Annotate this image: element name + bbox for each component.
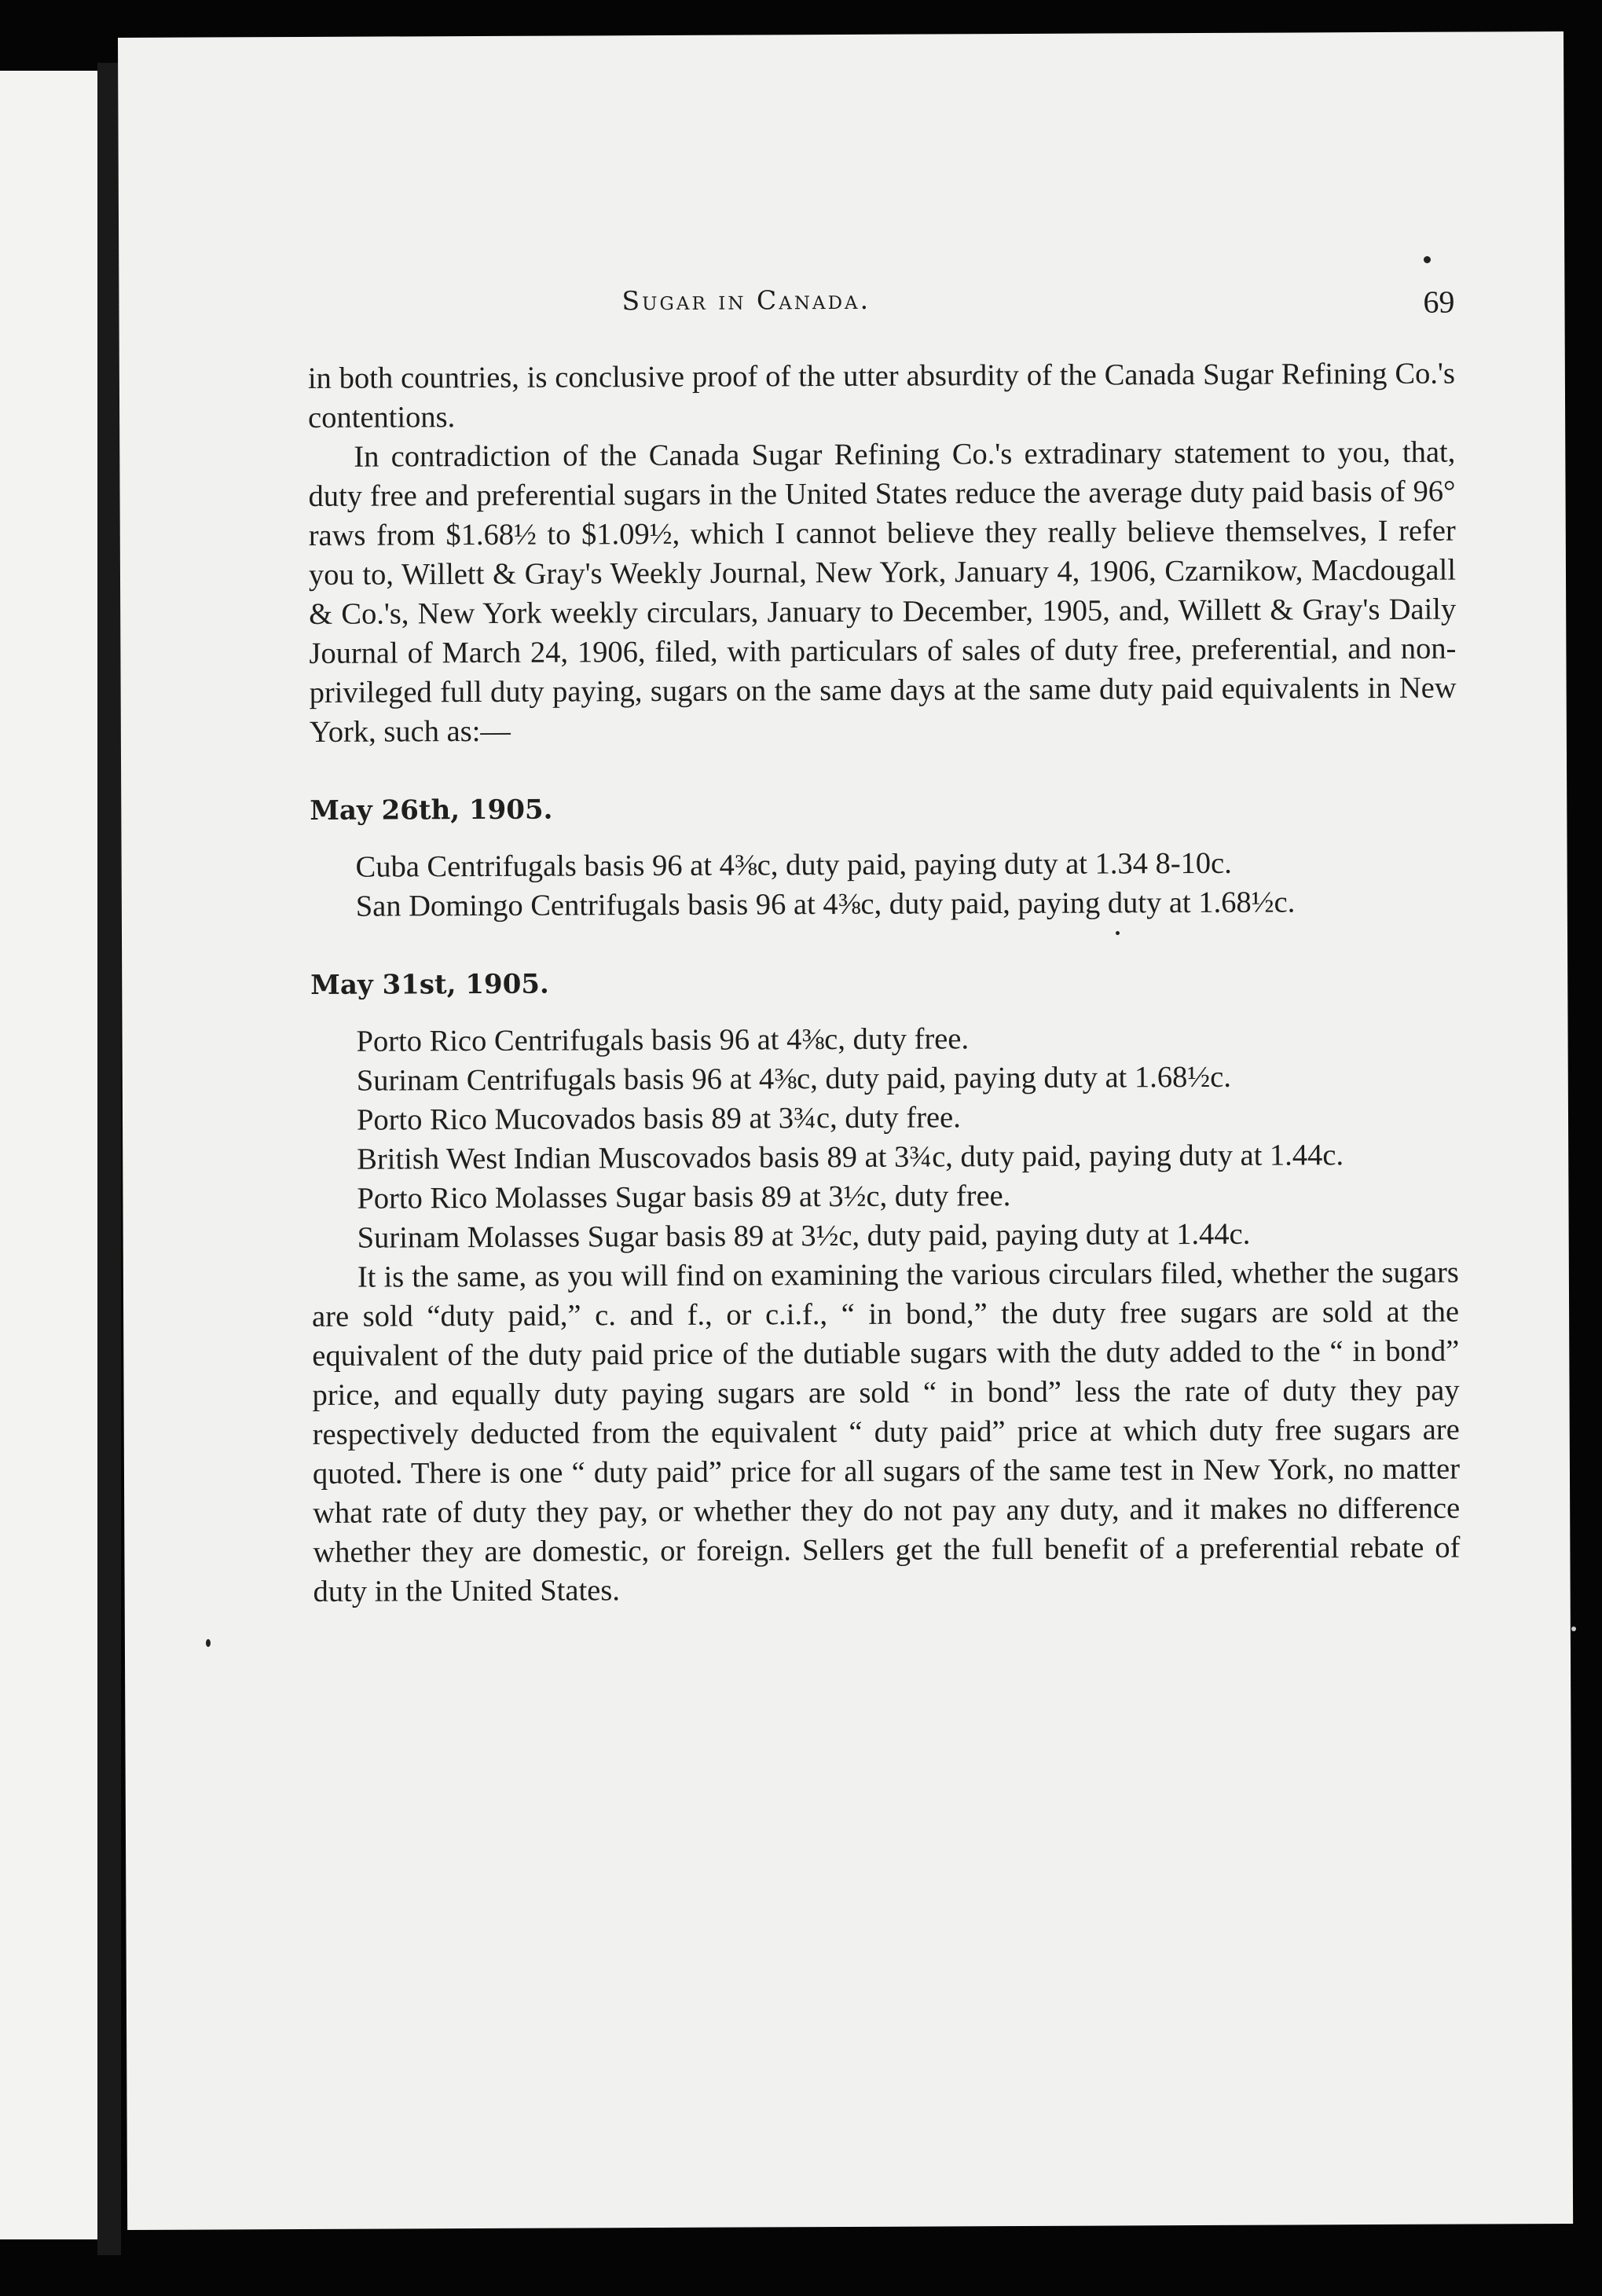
list-item: Porto Rico Mucovados basis 89 at 3¾c, duty free. [356, 1101, 961, 1137]
list-item: Surinam Molasses Sugar basis 89 at 3½c, duty paid, paying duty at 1.44c. [357, 1217, 1251, 1255]
adjacent-page-edge [0, 71, 101, 2239]
paragraph-contradiction: In contradiction of the Canada Sugar Refining Co.'s extradinary statement to you, that, duty free and preferential sugars in the United States reduce the average duty paid basis of 96° raws from $1.68½ to $1.09½, which I cannot believe they really believe themselves, I refer you to, Willett & Gray's Weekly Journal, New York, January 4, 1906, Czarnikow, Macdougall & Co.'s, New York weekly circulars, January to December, 1905, and, Willett & Gray's Daily Journal of March 24, 1906, filed, with particulars of sales of duty free, preferential, and non-privileged full duty paying, sugars on the same days at the same duty paid equivalents in New York, such as:— [308, 435, 1457, 749]
page-header [307, 282, 1454, 334]
list-item: Porto Rico Centrifugals basis 96 at 4⅜c, duty free. [356, 1022, 970, 1058]
page-body [308, 354, 1461, 1612]
scan-speck [1571, 1627, 1576, 1631]
book-gutter [97, 63, 121, 2255]
list-item: Cuba Centrifugals basis 96 at 4⅜c, duty paid, paying duty at 1.34 8-10c. [355, 846, 1232, 884]
scan-speck [1116, 931, 1120, 935]
running-head: Sugar in Canada. [621, 284, 871, 317]
list-item: British West Indian Muscovados basis 89 at 3¾c, duty paid, paying duty at 1.44c. [357, 1139, 1344, 1176]
list-item: Porto Rico Molasses Sugar basis 89 at 3½c, duty free. [357, 1179, 1011, 1216]
page-number: 69 [1423, 284, 1455, 320]
list-item: San Domingo Centrifugals basis 96 at 4⅜c, duty paid, paying duty at 1.68½c. [355, 886, 1296, 923]
section-heading-may-31: May 31st, 1905. [310, 968, 549, 1001]
list-item: Surinam Centrifugals basis 96 at 4⅜c, duty paid, paying duty at 1.68½c. [356, 1060, 1232, 1098]
paragraph-continuation: in both countries, is conclusive proof of the utter absurdity of the Canada Sugar Refining Co.'s contentions. [307, 357, 1455, 435]
section-heading-may-26: May 26th, 1905. [310, 794, 553, 827]
scan-speck [206, 1639, 211, 1647]
book-page [118, 31, 1573, 2230]
paragraph-conclusion: It is the same, as you will find on examining the various circulars filed, whether the sugars are sold “duty paid,” c. and f., or c.i.f., “ in bond,” the duty free sugars are sold at the equivalent of the duty paid price of the dutiable sugars with the duty added to the “ in bond” price, and equally duty paying sugars are sold “ in bond” less the rate of duty they pay respectively deducted from the equivalent “ duty paid” price at which duty free sugars are quoted. There is one “ duty paid” price for all sugars of the same test in New York, no matter what rate of duty they pay, or whether they do not pay any duty, and it makes no difference whether they are domestic, or foreign. Sellers get the full benefit of a preferential rebate of duty in the United States. [312, 1256, 1461, 1608]
scan-speck [1424, 256, 1431, 263]
